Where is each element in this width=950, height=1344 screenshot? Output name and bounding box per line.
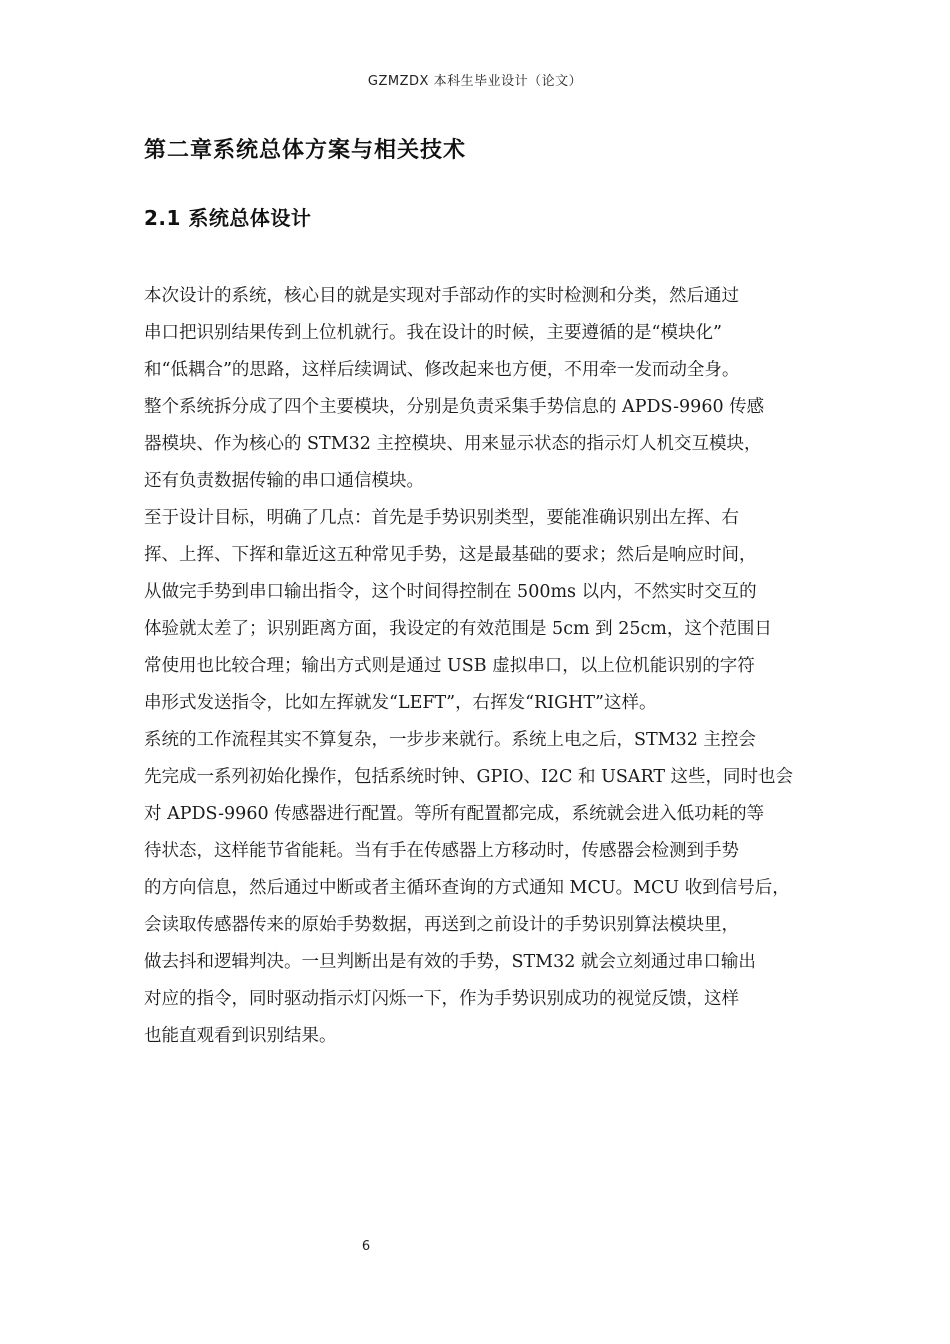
text-line: 和“低耦合”的思路，这样后续调试、修改起来也方便，不用牵一发而动全身。 [144,360,740,380]
text-line: 从做完手势到串口输出指令，这个时间得控制在 500ms 以内，不然实时交互的 [144,582,757,602]
text-line: 串形式发送指令，比如左挥就发“LEFT”，右挥发“RIGHT”这样。 [144,693,657,713]
page-number: 6 [361,1239,371,1254]
running-header: GZMZDX 本科生毕业设计（论文） [367,74,583,89]
chapter-title: 第二章系统总体方案与相关技术 [144,138,467,163]
text-line: 至于设计目标，明确了几点：首先是手势识别类型，要能准确识别出左挥、右 [144,508,739,528]
text-line: 也能直观看到识别结果。 [144,1026,337,1046]
text-line: 系统的工作流程其实不算复杂，一步步来就行。系统上电之后，STM32 主控会 [144,730,756,750]
text-line: 挥、上挥、下挥和靠近这五种常见手势，这是最基础的要求；然后是响应时间， [144,545,757,565]
text-line: 还有负责数据传输的串口通信模块。 [144,471,424,491]
text-line: 对应的指令，同时驱动指示灯闪烁一下，作为手势识别成功的视觉反馈，这样 [144,989,739,1009]
text-line: 做去抖和逻辑判决。一旦判断出是有效的手势，STM32 就会立刻通过串口输出 [144,952,756,972]
section-title: 2.1 系统总体设计 [144,206,312,230]
text-line: 整个系统拆分成了四个主要模块，分别是负责采集手势信息的 APDS-9960 传感 [144,397,765,417]
text-line: 会读取传感器传来的原始手势数据，再送到之前设计的手势识别算法模块里， [144,915,739,935]
text-line: 对 APDS-9960 传感器进行配置。等所有配置都完成，系统就会进入低功耗的等 [144,804,765,824]
text-line: 先完成一系列初始化操作，包括系统时钟、GPIO、I2C 和 USART 这些，同时也会 [144,767,794,787]
text-line: 器模块、作为核心的 STM32 主控模块、用来显示状态的指示灯人机交互模块， [144,434,762,454]
text-line: 的方向信息，然后通过中断或者主循环查询的方式通知 MCU。MCU 收到信号后， [144,878,790,898]
text-line: 待状态，这样能节省能耗。当有手在传感器上方移动时，传感器会检测到手势 [144,841,739,861]
body-text [144,280,824,1057]
text-line: 本次设计的系统，核心目的就是实现对手部动作的实时检测和分类，然后通过 [144,286,739,306]
text-line: 体验就太差了；识别距离方面，我设定的有效范围是 5cm 到 25cm，这个范围日 [144,619,772,639]
text-line: 常使用也比较合理；输出方式则是通过 USB 虚拟串口，以上位机能识别的字符 [144,656,755,676]
text-line: 串口把识别结果传到上位机就行。我在设计的时候，主要遵循的是“模块化” [144,323,722,343]
